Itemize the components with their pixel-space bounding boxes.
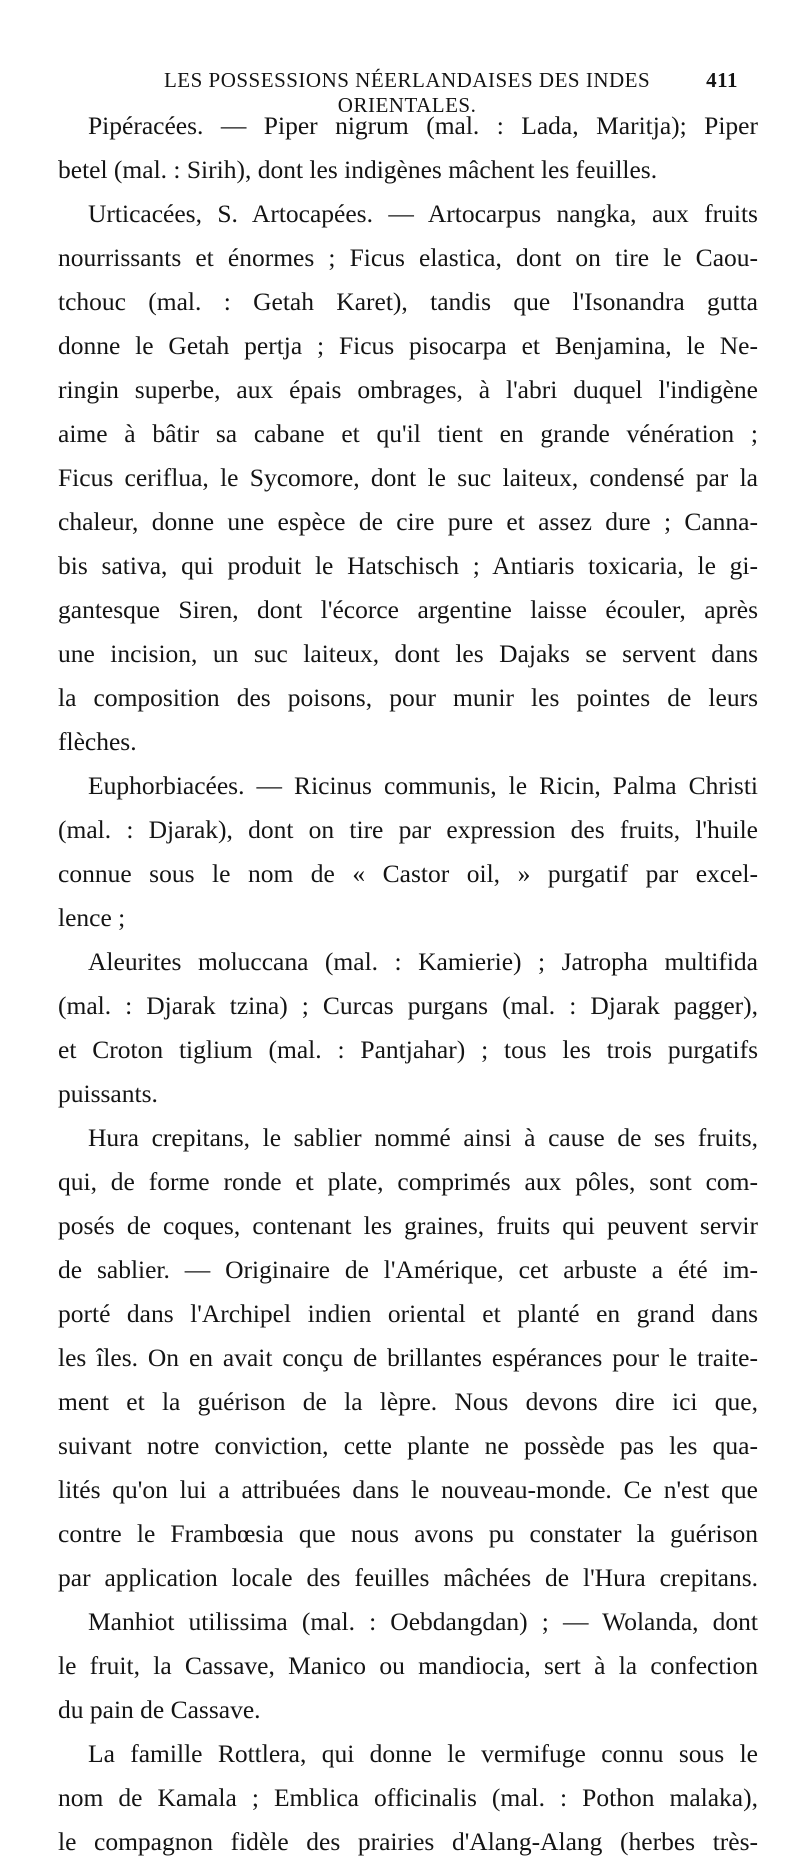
text-line: le compagnon fidèle des prairies d'Alang-Alang (herbes très- <box>58 1827 758 1856</box>
text-line: Urticacées, S. Artocapées. — Artocarpus nangka, aux fruits <box>88 199 758 228</box>
page-header <box>118 68 738 117</box>
text-line: une incision, un suc laiteux, dont les Dajaks se servent dans <box>58 639 758 668</box>
text-line: (mal. : Djarak tzina) ; Curcas purgans (mal. : Djarak pagger), <box>58 991 758 1020</box>
text-line: La famille Rottlera, qui donne le vermifuge connu sous le <box>88 1739 758 1768</box>
text-line: flèches. <box>58 727 137 756</box>
text-line: Aleurites moluccana (mal. : Kamierie) ; Jatropha multifida <box>88 947 758 976</box>
text-line: ment et la guérison de la lèpre. Nous devons dire ici que, <box>58 1387 758 1416</box>
text-line: nom de Kamala ; Emblica officinalis (mal. : Pothon malaka), <box>58 1783 758 1812</box>
text-line: Euphorbiacées. — Ricinus communis, le Ricin, Palma Christi <box>88 771 758 800</box>
text-line: lence ; <box>58 903 126 932</box>
text-line: Hura crepitans, le sablier nommé ainsi à cause de ses fruits, <box>88 1123 758 1152</box>
text-line: suivant notre conviction, cette plante ne possède pas les qua- <box>58 1431 758 1460</box>
text-line: de sablier. — Originaire de l'Amérique, cet arbuste a été im- <box>58 1255 758 1284</box>
text-line: chaleur, donne une espèce de cire pure et assez dure ; Canna- <box>58 507 758 536</box>
text-line: les îles. On en avait conçu de brillantes espérances pour le traite- <box>58 1343 758 1372</box>
text-line: qui, de forme ronde et plate, comprimés aux pôles, sont com- <box>58 1167 758 1196</box>
text-line: Pipéracées. — Piper nigrum (mal. : Lada, Maritja); Piper <box>88 111 758 140</box>
text-line: betel (mal. : Sirih), dont les indigènes mâchent les feuilles. <box>58 155 658 184</box>
text-line: nourrissants et énormes ; Ficus elastica, dont on tire le Caou- <box>58 243 758 272</box>
text-line: et Croton tiglium (mal. : Pantjahar) ; tous les trois purgatifs <box>58 1035 758 1064</box>
text-line: Ficus cerifluа, le Sycomore, dont le suc laiteux, condensé par la <box>58 463 758 492</box>
text-line: du pain de Cassave. <box>58 1695 261 1724</box>
text-line: Manhiot utilissima (mal. : Oebdangdan) ; — Wolanda, dont <box>88 1607 758 1636</box>
page-number: 411 <box>706 68 738 92</box>
text-line: la composition des poisons, pour munir les pointes de leurs <box>58 683 758 712</box>
text-line: bis sativa, qui produit le Hatschisch ; Antiaris toxicaria, le gi- <box>58 551 758 580</box>
text-line: porté dans l'Archipel indien oriental et planté en grand dans <box>58 1299 758 1328</box>
text-line: lités qu'on lui a attribuées dans le nouveau-monde. Ce n'est que <box>58 1475 758 1504</box>
text-line: connue sous le nom de « Castor oil, » purgatif par excel- <box>58 859 758 888</box>
text-line: tchouc (mal. : Getah Karet), tandis que l'Isonandra gutta <box>58 287 758 316</box>
running-title: LES POSSESSIONS NÉERLANDAISES DES INDES ORIENTALES. <box>163 68 651 117</box>
text-line: par application locale des feuilles mâchées de l'Hura crepitans. <box>58 1563 758 1592</box>
text-line: aime à bâtir sa cabane et qu'il tient en grande vénération ; <box>58 419 758 448</box>
text-line: donne le Getah pertja ; Ficus pisocarpa et Benjamina, le Ne- <box>58 331 758 360</box>
text-line: gantesque Siren, dont l'écorce argentine laisse écouler, après <box>58 595 758 624</box>
text-line: contre le Frambœsia que nous avons pu constater la guérison <box>58 1519 758 1548</box>
text-line: ringin superbe, aux épais ombrages, à l'abri duquel l'indigène <box>58 375 758 404</box>
text-line: (mal. : Djarak), dont on tire par expression des fruits, l'huile <box>58 815 758 844</box>
body-text <box>58 104 758 1864</box>
text-line: puissants. <box>58 1079 158 1108</box>
text-line: le fruit, la Cassave, Manico ou mandiocia, sert à la confection <box>58 1651 758 1680</box>
text-line: posés de coques, contenant les graines, fruits qui peuvent servir <box>58 1211 758 1240</box>
